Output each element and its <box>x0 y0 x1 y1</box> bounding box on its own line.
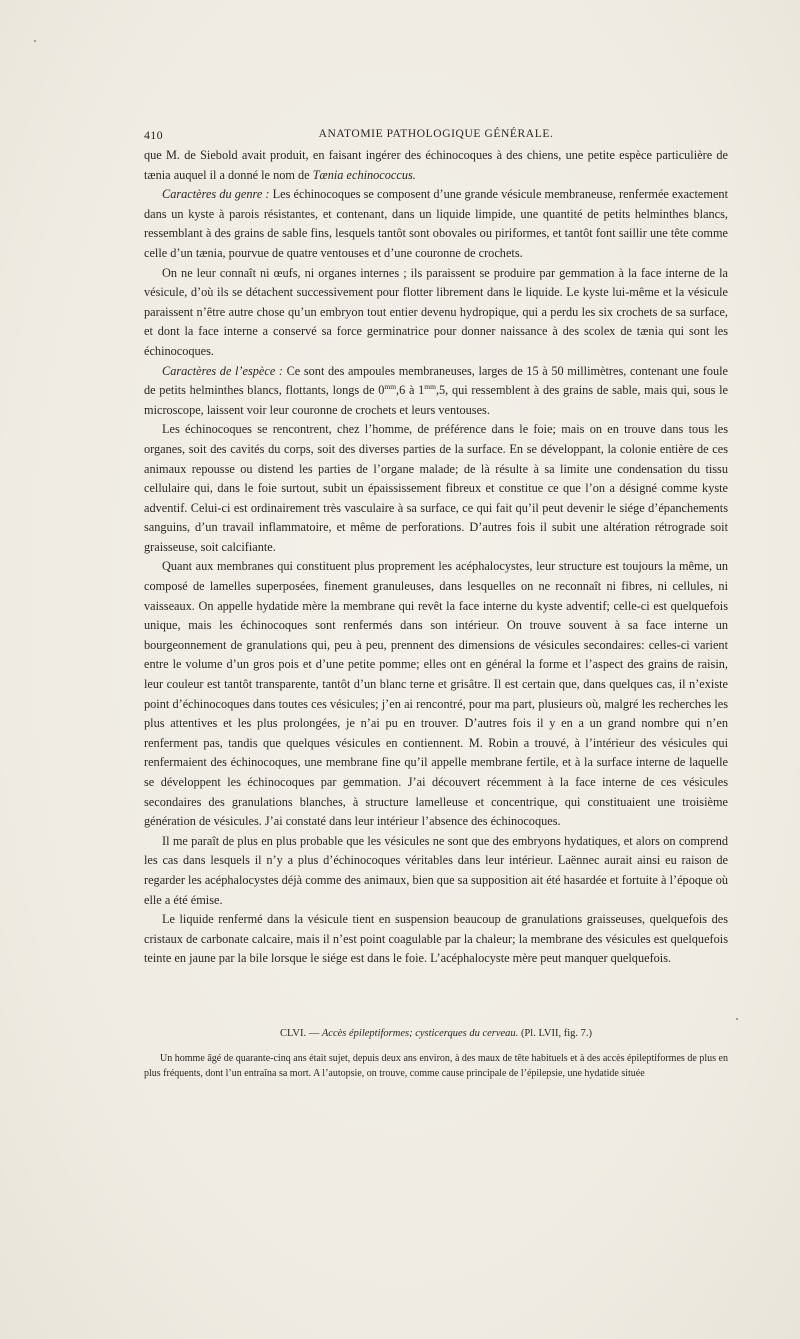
body-paragraph <box>144 264 728 362</box>
body-paragraph <box>144 420 728 557</box>
paper-speck <box>34 40 36 42</box>
body-paragraph <box>144 832 728 910</box>
observation-reference: (Pl. LVII, fig. 7.) <box>518 1028 593 1039</box>
superscript-unit: mm <box>384 382 397 392</box>
text-run: Il me paraît de plus en plus probable que les vésicules ne sont que des embryons hydatiques, et alors on comprend les cas dans lesquels il n’y a plus d’échinocoques véritables dans leur intérieur. Laënnec aurait ainsi eu raison de regarder les acéphalocystes déjà comme des animaux, bien que sa supposition ait été hasardée et fortuite à l’époque où elle a été émise. <box>144 833 728 907</box>
body-paragraph <box>144 146 728 185</box>
body-paragraph <box>144 557 728 831</box>
text-run: On ne leur connaît ni œufs, ni organes internes ; ils paraissent se produire par gemmation à la face interne de la vésicule, d’où ils se détachent successivement pour flotter librement dans le liquide. Le kyste lui-même et la vésicule paraissent n’être autre chose qu’un embryon tout entier devenu hydropique, qui a perdu les six crochets de sa surface, et dont la face interne a conservé sa force germinatrice pour donner naissance à des scolex de tænia qui sont les échinocoques. <box>144 265 728 358</box>
observation-text <box>144 1051 728 1081</box>
text-run: que M. de Siebold avait produit, en faisant ingérer des échinocoques à des chiens, une petite espèce particulière de tænia auquel il a donné le nom de <box>144 148 728 182</box>
text-run: Les échinocoques se composent d’une grande vésicule membraneuse, renfermée exactement dans un kyste à parois résistantes, et contenant, dans un liquide limpide, une quantité de petits helminthes blancs, ressemblant à des grains de sable fins, lesquels tantôt sont obovales ou piriformes, et tantôt font saillir une tête comme celle d’un tænia, pourvue de quatre ventouses et d’une couronne de crochets. <box>144 187 728 260</box>
text-run: Quant aux membranes qui constituent plus proprement les acéphalocystes, leur structure est toujours la même, un composé de lamelles superposées, finement granuleuses, dans lesquelles on ne reconnaît ni fibres, ni cellules, ni vaisseaux. On appelle hydatide mère la membrane qui revêt la face interne du kyste adventif; celle-ci est quelquefois unique, mais les échinocoques sont renfermés dans son intérieur. On trouve souvent à sa face interne un bourgeonnement de granulations qui, peu à peu, prennent des dimensions de vésicules secondaires: celles-ci varient entre le volume d’un gros pois et d’une petite pomme; elles ont en général la forme et l’aspect des grains de raisin, leur couleur est tantôt transparente, tantôt d’un blanc terne et grisâtre. Il est certain que, dans quelques cas, il n’existe point d’échinocoques dans toutes ces vésicules; j’en ai rencontré, pour ma part, plusieurs où, malgré les recherches les plus attentives et les plus prolongées, je n’ai pu en trouver. D’autres fois il y en a un grand nombre qui n’en renferment pas, tandis que quelques vésicules en contiennent. M. Robin a trouvé, à l’intérieur des vésicules qui renfermaient des échinocoques, une membrane fine qu’il appelle membrane fertile, et à la surface interne de laquelle se développent les échinocoques par gemmation. J’ai découvert récemment à la face interne de ces vésicules secondaires des granulations blanches, à structure lamelleuse et concentrique, qui constituaient une troisième génération de vésicules. J’ai constaté dans leur intérieur l’absence des échinocoques. <box>144 559 728 829</box>
body-paragraph <box>144 185 728 263</box>
italic-run: Tænia echinococcus. <box>312 167 416 182</box>
body-paragraph <box>144 362 728 421</box>
superscript-unit: mm <box>424 382 436 392</box>
text-run: ,6 à 1 <box>396 383 425 398</box>
italic-run: Caractères de l’espèce : <box>162 363 283 378</box>
observation-paragraph: Un homme âgé de quarante-cinq ans était sujet, depuis deux ans environ, à des maux de tête habituels et à des accès épileptiformes de plus en plus fréquents, dont l’un entraîna sa mort. A l’autopsie, on trouve, comme cause principale de l’épilepsie, une hydatide située <box>144 1053 728 1079</box>
italic-run: Caractères du genre : <box>162 187 270 202</box>
observation-heading <box>144 1027 728 1041</box>
main-text <box>144 146 728 969</box>
text-run: Le liquide renfermé dans la vésicule tient en suspension beaucoup de granulations graisseuses, quelquefois des cristaux de carbonate calcaire, mais il n’est point coagulable par la chaleur; la membrane des vésicules est quelquefois teinte en jaune par la bile lorsque le siége est dans le foie. L’acéphalocyste mère peut manquer quelquefois. <box>144 912 728 966</box>
observation-title: Accès épileptiformes; cysticerques du cerveau. <box>321 1028 519 1039</box>
text-run: ,5, qui ressemblent à des grains de sable, mais qui, sous le microscope, laissent voir leur couronne de crochets et leurs ventouses. <box>144 383 728 417</box>
text-run: Ce sont des ampoules membraneuses, larges de 15 à 50 millimètres, contenant une foule de petits helminthes blancs, flottants, longs de 0 <box>144 363 728 398</box>
running-head: ANATOMIE PATHOLOGIQUE GÉNÉRALE. <box>318 128 554 140</box>
page-header <box>144 128 728 144</box>
observation-number: CLVI. — <box>279 1028 322 1039</box>
paper-speck <box>736 1018 738 1020</box>
text-run: Les échinocoques se rencontrent, chez l’homme, de préférence dans le foie; mais on en trouve dans tous les organes, soit des cavités du corps, soit des diverses parties de la surface. En se développant, la colonie entière de ces animaux repousse ou distend les parties de l’organe malade; de là résulte à sa limite une condensation du tissu cellulaire qui, dans le foie surtout, subit un épaississement fibreux et constitue ce que l’on a désigné comme kyste adventif. Celui-ci est ordinairement très vasculaire à sa surface, ce qui fait qu’il peut devenir le siége d’épanchements sanguins, d’un travail inflammatoire, et même de perforations. D’autres fois il subit une altération rétrograde soit graisseuse, soit calcifiante. <box>144 422 728 554</box>
body-paragraph <box>144 910 728 969</box>
page-number: 410 <box>144 128 163 142</box>
